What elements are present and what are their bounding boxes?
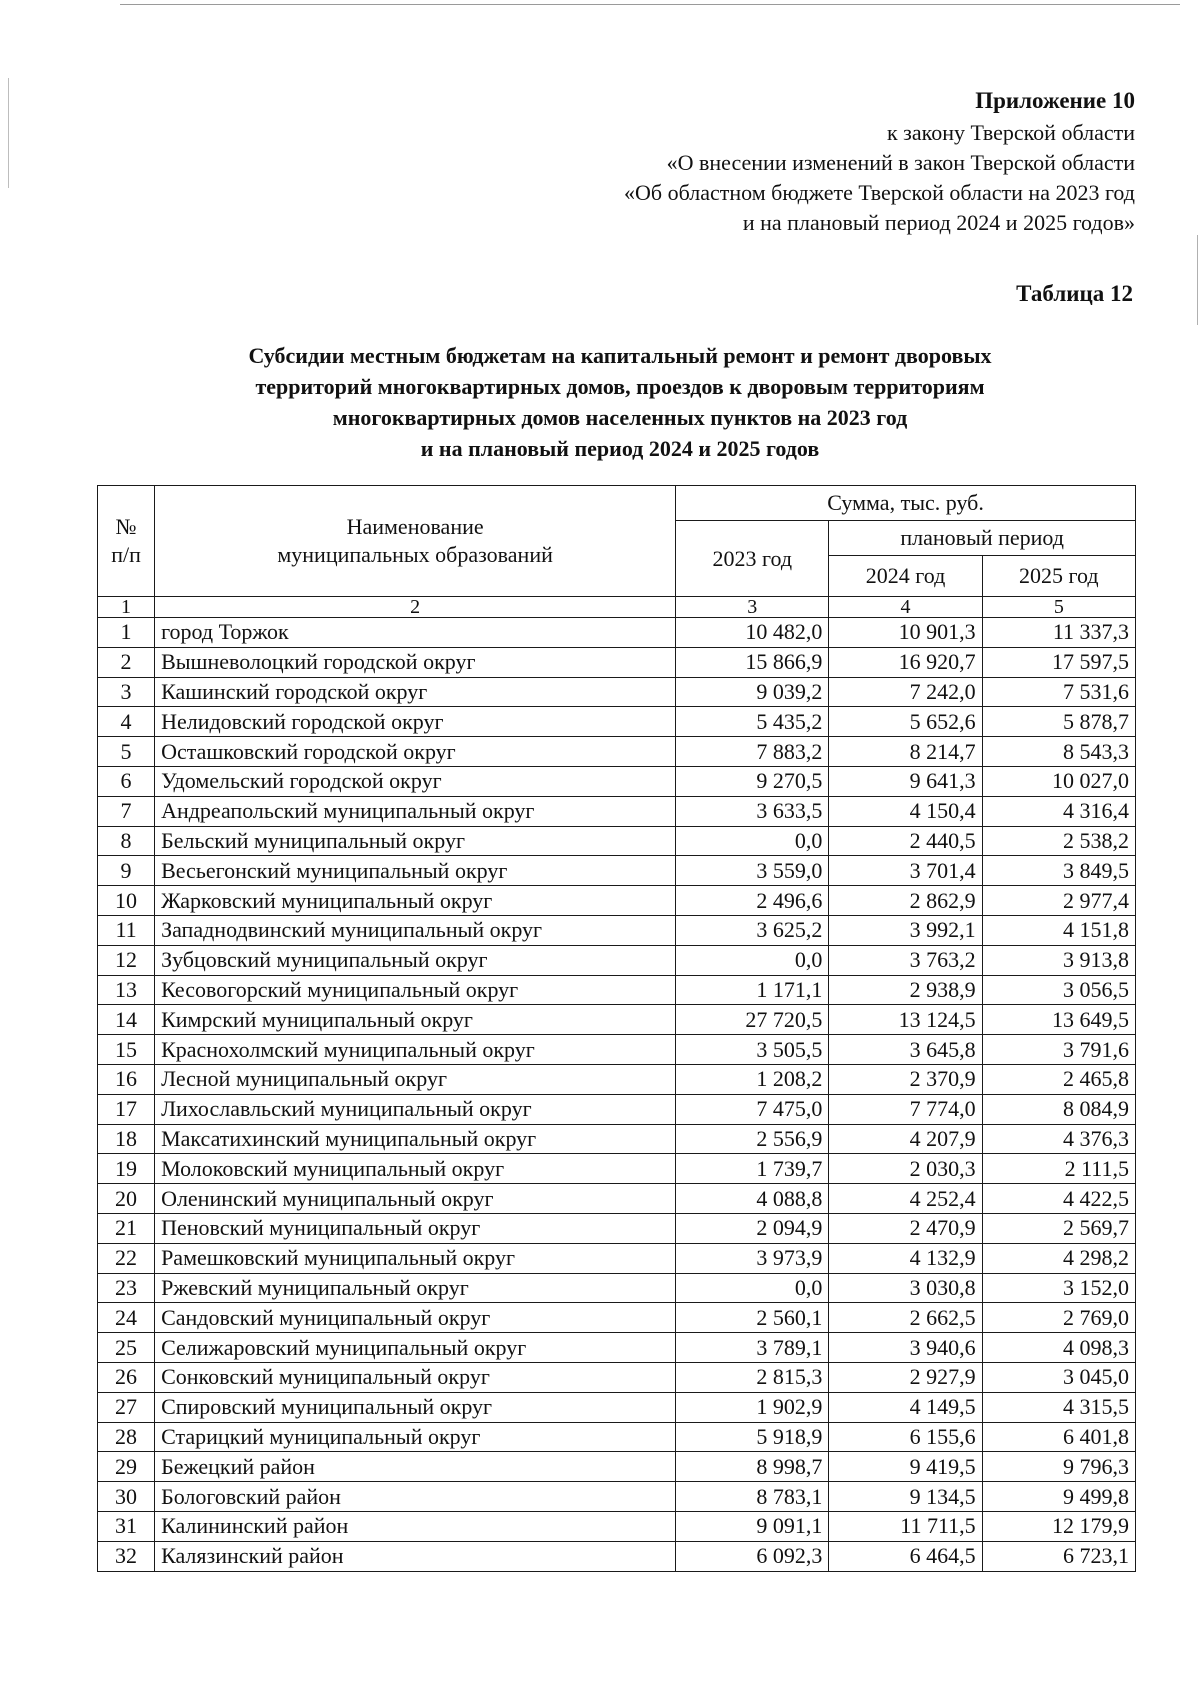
amount-2024: 4 207,9: [829, 1124, 982, 1154]
amount-2023: 1 171,1: [676, 975, 829, 1005]
row-number: 21: [98, 1213, 155, 1243]
amount-2025: 4 315,5: [982, 1392, 1135, 1422]
table-row: [98, 1541, 1136, 1571]
row-number: 4: [98, 707, 155, 737]
amount-2025: 4 098,3: [982, 1333, 1135, 1363]
table-row: [98, 1243, 1136, 1273]
header-name: [155, 486, 676, 597]
municipality-name: Калининский район: [155, 1511, 676, 1541]
municipality-name: Лесной муниципальный округ: [155, 1064, 676, 1094]
amount-2024: 2 862,9: [829, 886, 982, 916]
amount-2025: 17 597,5: [982, 647, 1135, 677]
appendix-title: Приложение 10: [975, 88, 1135, 113]
table-row: [98, 647, 1136, 677]
amount-2024: 6 155,6: [829, 1422, 982, 1452]
amount-2025: 2 769,0: [982, 1303, 1135, 1333]
table-row: [98, 1422, 1136, 1452]
amount-2023: 3 559,0: [676, 856, 829, 886]
scan-edge-line: [120, 4, 1180, 5]
amount-2025: 2 111,5: [982, 1154, 1135, 1184]
row-number: 32: [98, 1541, 155, 1571]
row-number: 31: [98, 1511, 155, 1541]
amount-2023: 1 739,7: [676, 1154, 829, 1184]
table-row: [98, 1184, 1136, 1214]
amount-2025: 3 849,5: [982, 856, 1135, 886]
column-index: 5: [982, 597, 1135, 618]
amount-2025: 6 723,1: [982, 1541, 1135, 1571]
municipality-name: Кесовогорский муниципальный округ: [155, 975, 676, 1005]
title-line: многоквартирных домов населенных пунктов на 2023 год: [332, 405, 908, 430]
amount-2023: 0,0: [676, 945, 829, 975]
amount-2024: 3 645,8: [829, 1035, 982, 1065]
table-row: [98, 1005, 1136, 1035]
table-row: [98, 826, 1136, 856]
municipality-name: Жарковский муниципальный округ: [155, 886, 676, 916]
municipality-name: Калязинский район: [155, 1541, 676, 1571]
amount-2025: 3 913,8: [982, 945, 1135, 975]
municipality-name: Весьегонский муниципальный округ: [155, 856, 676, 886]
amount-2025: 3 045,0: [982, 1362, 1135, 1392]
municipality-name: Рамешковский муниципальный округ: [155, 1243, 676, 1273]
municipality-name: Зубцовский муниципальный округ: [155, 945, 676, 975]
title-line: и на плановый период 2024 и 2025 годов: [420, 436, 820, 461]
row-number: 28: [98, 1422, 155, 1452]
table-row: [98, 915, 1136, 945]
amount-2025: 4 298,2: [982, 1243, 1135, 1273]
header-number: [98, 486, 155, 597]
amount-2024: 2 470,9: [829, 1213, 982, 1243]
table-row: [98, 766, 1136, 796]
amount-2025: 2 465,8: [982, 1064, 1135, 1094]
amount-2023: 7 475,0: [676, 1094, 829, 1124]
amount-2025: 12 179,9: [982, 1511, 1135, 1541]
table-row: [98, 1452, 1136, 1482]
row-number: 22: [98, 1243, 155, 1273]
table-row: [98, 1154, 1136, 1184]
table-row: [98, 707, 1136, 737]
amount-2024: 3 701,4: [829, 856, 982, 886]
row-number: 14: [98, 1005, 155, 1035]
amount-2024: 16 920,7: [829, 647, 982, 677]
municipality-name: Нелидовский городской округ: [155, 707, 676, 737]
amount-2023: 9 091,1: [676, 1511, 829, 1541]
amount-2023: 2 094,9: [676, 1213, 829, 1243]
amount-2023: 3 505,5: [676, 1035, 829, 1065]
amount-2025: 13 649,5: [982, 1005, 1135, 1035]
amount-2023: 3 973,9: [676, 1243, 829, 1273]
municipality-name: Селижаровский муниципальный округ: [155, 1333, 676, 1363]
amount-2025: 9 499,8: [982, 1482, 1135, 1512]
amount-2025: 7 531,6: [982, 677, 1135, 707]
column-index: 2: [155, 597, 676, 618]
municipality-name: Молоковский муниципальный округ: [155, 1154, 676, 1184]
amount-2024: 11 711,5: [829, 1511, 982, 1541]
row-number: 6: [98, 766, 155, 796]
amount-2024: 3 030,8: [829, 1273, 982, 1303]
amount-2024: 2 030,3: [829, 1154, 982, 1184]
row-number: 29: [98, 1452, 155, 1482]
amount-2023: 9 039,2: [676, 677, 829, 707]
table-row: [98, 945, 1136, 975]
row-number: 13: [98, 975, 155, 1005]
column-index: 1: [98, 597, 155, 618]
subsidy-table: [97, 485, 1136, 1572]
row-number: 9: [98, 856, 155, 886]
amount-2025: 5 878,7: [982, 707, 1135, 737]
row-number: 1: [98, 618, 155, 648]
row-number: 17: [98, 1094, 155, 1124]
row-number: 8: [98, 826, 155, 856]
municipality-name: Сандовский муниципальный округ: [155, 1303, 676, 1333]
amount-2023: 3 625,2: [676, 915, 829, 945]
table-row: [98, 1273, 1136, 1303]
title-line: территорий многоквартирных домов, проездов к дворовым территориям: [255, 374, 985, 399]
amount-2024: 9 134,5: [829, 1482, 982, 1512]
municipality-name: Лихославльский муниципальный округ: [155, 1094, 676, 1124]
municipality-name: Бежецкий район: [155, 1452, 676, 1482]
table-row: [98, 1333, 1136, 1363]
header-name-line1: Наименование: [346, 514, 484, 539]
municipality-name: Сонковский муниципальный округ: [155, 1362, 676, 1392]
amount-2024: 3 940,6: [829, 1333, 982, 1363]
document-title: [120, 340, 1120, 464]
row-number: 3: [98, 677, 155, 707]
row-number: 5: [98, 737, 155, 767]
amount-2024: 9 641,3: [829, 766, 982, 796]
amount-2025: 2 569,7: [982, 1213, 1135, 1243]
row-number: 12: [98, 945, 155, 975]
municipality-name: Максатихинский муниципальный округ: [155, 1124, 676, 1154]
table-row: [98, 1303, 1136, 1333]
amount-2023: 3 633,5: [676, 796, 829, 826]
amount-2024: 9 419,5: [829, 1452, 982, 1482]
amount-2025: 3 152,0: [982, 1273, 1135, 1303]
amount-2025: 8 543,3: [982, 737, 1135, 767]
amount-2023: 27 720,5: [676, 1005, 829, 1035]
municipality-name: Кашинский городской округ: [155, 677, 676, 707]
table-row: [98, 1482, 1136, 1512]
amount-2025: 4 151,8: [982, 915, 1135, 945]
amount-2023: 9 270,5: [676, 766, 829, 796]
amount-2024: 4 252,4: [829, 1184, 982, 1214]
amount-2024: 3 763,2: [829, 945, 982, 975]
municipality-name: Вышневолоцкий городской округ: [155, 647, 676, 677]
municipality-name: Осташковский городской округ: [155, 737, 676, 767]
table-row: [98, 886, 1136, 916]
title-line: Субсидии местным бюджетам на капитальный ремонт и ремонт дворовых: [248, 343, 992, 368]
amount-2024: 6 464,5: [829, 1541, 982, 1571]
row-number: 16: [98, 1064, 155, 1094]
amount-2025: 3 791,6: [982, 1035, 1135, 1065]
amount-2023: 2 496,6: [676, 886, 829, 916]
amount-2025: 3 056,5: [982, 975, 1135, 1005]
table-row: [98, 1511, 1136, 1541]
amount-2023: 4 088,8: [676, 1184, 829, 1214]
amount-2024: 4 132,9: [829, 1243, 982, 1273]
amount-2024: 2 662,5: [829, 1303, 982, 1333]
table-row: [98, 975, 1136, 1005]
row-number: 23: [98, 1273, 155, 1303]
table-row: [98, 1035, 1136, 1065]
amount-2024: 5 652,6: [829, 707, 982, 737]
row-number: 27: [98, 1392, 155, 1422]
municipality-name: Спировский муниципальный округ: [155, 1392, 676, 1422]
header-number-line2: п/п: [111, 542, 141, 567]
appendix-line: и на плановый период 2024 и 2025 годов»: [742, 210, 1135, 235]
amount-2025: 4 422,5: [982, 1184, 1135, 1214]
amount-2025: 10 027,0: [982, 766, 1135, 796]
municipality-name: Бельский муниципальный округ: [155, 826, 676, 856]
appendix-line: к закону Тверской области: [886, 120, 1135, 145]
amount-2024: 10 901,3: [829, 618, 982, 648]
appendix-line: «Об областном бюджете Тверской области на 2023 год: [624, 180, 1135, 205]
amount-2025: 4 316,4: [982, 796, 1135, 826]
amount-2024: 4 149,5: [829, 1392, 982, 1422]
column-index-row: [98, 597, 1136, 618]
row-number: 18: [98, 1124, 155, 1154]
municipality-name: Удомельский городской округ: [155, 766, 676, 796]
amount-2024: 4 150,4: [829, 796, 982, 826]
appendix-line: «О внесении изменений в закон Тверской области: [666, 150, 1135, 175]
header-name-line2: муниципальных образований: [277, 542, 553, 567]
row-number: 26: [98, 1362, 155, 1392]
table-row: [98, 618, 1136, 648]
header-sum: Сумма, тыс. руб.: [676, 486, 1136, 521]
municipality-name: Андреапольский муниципальный округ: [155, 796, 676, 826]
appendix-header: [624, 86, 1135, 238]
scan-edge-line: [8, 78, 9, 188]
header-year-2025: 2025 год: [982, 556, 1135, 597]
table-row: [98, 1094, 1136, 1124]
table-label: Таблица 12: [1016, 281, 1133, 306]
amount-2023: 6 092,3: [676, 1541, 829, 1571]
amount-2023: 15 866,9: [676, 647, 829, 677]
header-year-2023: 2023 год: [676, 521, 829, 597]
header-number-line1: №: [115, 514, 137, 539]
amount-2023: 2 560,1: [676, 1303, 829, 1333]
table-body: [98, 618, 1136, 1572]
amount-2023: 5 918,9: [676, 1422, 829, 1452]
amount-2023: 5 435,2: [676, 707, 829, 737]
table-row: [98, 796, 1136, 826]
amount-2023: 10 482,0: [676, 618, 829, 648]
row-number: 10: [98, 886, 155, 916]
row-number: 24: [98, 1303, 155, 1333]
table-row: [98, 737, 1136, 767]
municipality-name: Пеновский муниципальный округ: [155, 1213, 676, 1243]
amount-2025: 2 538,2: [982, 826, 1135, 856]
amount-2023: 1 902,9: [676, 1392, 829, 1422]
row-number: 2: [98, 647, 155, 677]
row-number: 25: [98, 1333, 155, 1363]
amount-2023: 8 998,7: [676, 1452, 829, 1482]
municipality-name: Западнодвинский муниципальный округ: [155, 915, 676, 945]
amount-2024: 2 927,9: [829, 1362, 982, 1392]
amount-2024: 7 242,0: [829, 677, 982, 707]
amount-2024: 2 938,9: [829, 975, 982, 1005]
table-row: [98, 1213, 1136, 1243]
header-year-2024: 2024 год: [829, 556, 982, 597]
amount-2025: 9 796,3: [982, 1452, 1135, 1482]
municipality-name: Кимрский муниципальный округ: [155, 1005, 676, 1035]
amount-2023: 0,0: [676, 826, 829, 856]
row-number: 15: [98, 1035, 155, 1065]
amount-2024: 13 124,5: [829, 1005, 982, 1035]
row-number: 11: [98, 915, 155, 945]
municipality-name: Ржевский муниципальный округ: [155, 1273, 676, 1303]
scan-edge-line: [1197, 235, 1198, 325]
column-index: 4: [829, 597, 982, 618]
municipality-name: город Торжок: [155, 618, 676, 648]
amount-2024: 8 214,7: [829, 737, 982, 767]
amount-2024: 3 992,1: [829, 915, 982, 945]
municipality-name: Старицкий муниципальный округ: [155, 1422, 676, 1452]
amount-2023: 3 789,1: [676, 1333, 829, 1363]
amount-2023: 0,0: [676, 1273, 829, 1303]
row-number: 20: [98, 1184, 155, 1214]
amount-2023: 2 815,3: [676, 1362, 829, 1392]
municipality-name: Бологовский район: [155, 1482, 676, 1512]
amount-2023: 7 883,2: [676, 737, 829, 767]
municipality-name: Краснохолмский муниципальный округ: [155, 1035, 676, 1065]
table-row: [98, 1392, 1136, 1422]
row-number: 19: [98, 1154, 155, 1184]
amount-2024: 7 774,0: [829, 1094, 982, 1124]
header-planned-period: плановый период: [829, 521, 1136, 556]
amount-2025: 2 977,4: [982, 886, 1135, 916]
column-index: 3: [676, 597, 829, 618]
amount-2025: 11 337,3: [982, 618, 1135, 648]
row-number: 30: [98, 1482, 155, 1512]
table-row: [98, 677, 1136, 707]
table-row: [98, 856, 1136, 886]
amount-2025: 8 084,9: [982, 1094, 1135, 1124]
table-row: [98, 1124, 1136, 1154]
amount-2024: 2 440,5: [829, 826, 982, 856]
amount-2023: 2 556,9: [676, 1124, 829, 1154]
table-row: [98, 1362, 1136, 1392]
amount-2023: 1 208,2: [676, 1064, 829, 1094]
amount-2023: 8 783,1: [676, 1482, 829, 1512]
amount-2025: 6 401,8: [982, 1422, 1135, 1452]
municipality-name: Оленинский муниципальный округ: [155, 1184, 676, 1214]
amount-2025: 4 376,3: [982, 1124, 1135, 1154]
row-number: 7: [98, 796, 155, 826]
table-row: [98, 1064, 1136, 1094]
amount-2024: 2 370,9: [829, 1064, 982, 1094]
